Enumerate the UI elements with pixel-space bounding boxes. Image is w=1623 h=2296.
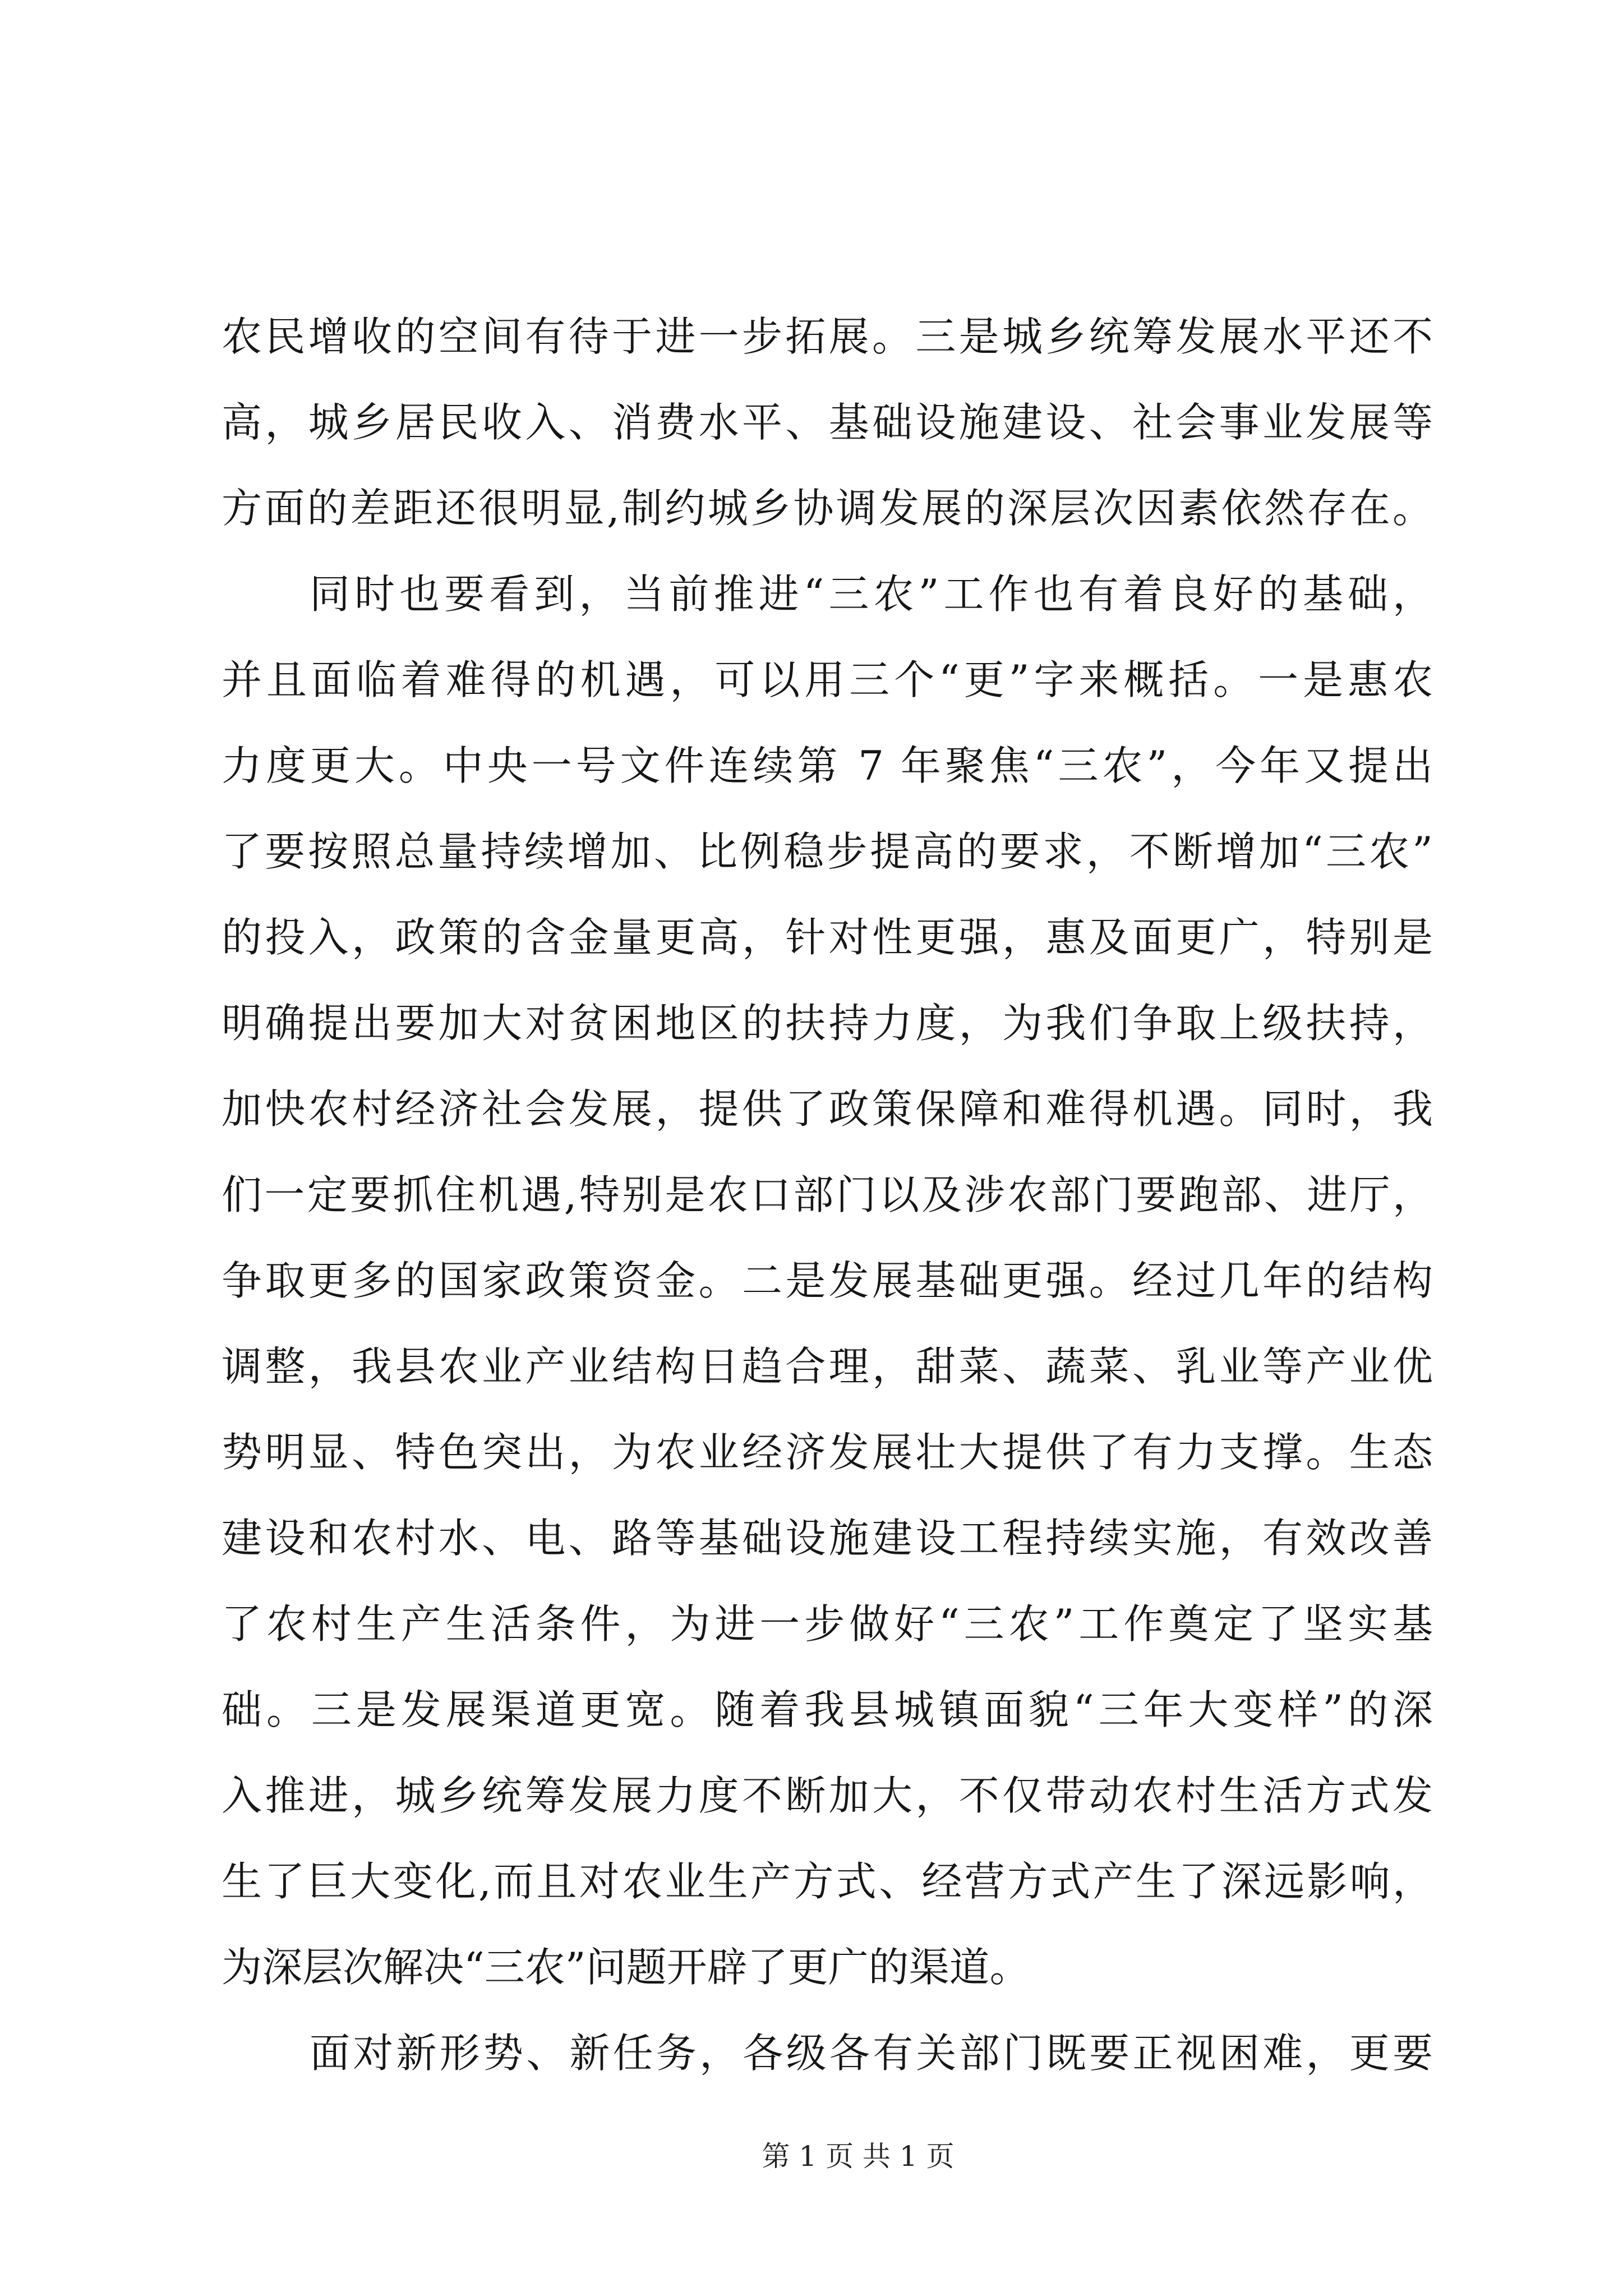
body-line: 势明显、特色突出，为农业经济发展壮大提供了有力支撑。生态 (222, 1429, 1433, 1476)
body-line: 同时也要看到，当前推进“三农”工作也有着良好的基础， (310, 570, 1433, 618)
body-line: 调整，我县农业产业结构日趋合理，甜菜、蔬菜、乳业等产业优 (222, 1343, 1433, 1390)
body-line: 生了巨大变化,而且对农业生产方式、经营方式产生了深远影响， (222, 1858, 1433, 1905)
body-line: 农民增收的空间有待于进一步拓展。三是城乡统筹发展水平还不 (222, 313, 1433, 360)
body-text (222, 294, 1433, 2096)
body-line: 加快农村经济社会发展，提供了政策保障和难得机遇。同时，我 (222, 1085, 1433, 1133)
body-line: 了农村生产生活条件，为进一步做好“三农”工作奠定了坚实基 (222, 1600, 1433, 1648)
page-number-footer: 第 1 页 共 1 页 (762, 2140, 955, 2173)
paragraph (222, 294, 1433, 551)
body-line: 并且面临着难得的机遇，可以用三个“更”字来概括。一是惠农 (222, 656, 1433, 703)
body-line: 高，城乡居民收入、消费水平、基础设施建设、社会事业发展等 (222, 399, 1433, 446)
body-line: 争取更多的国家政策资金。二是发展基础更强。经过几年的结构 (222, 1257, 1433, 1304)
body-line: 入推进，城乡统筹发展力度不断加大，不仅带动农村生活方式发 (222, 1772, 1433, 1819)
paragraph (222, 551, 1433, 2010)
body-line: 方面的差距还很明显,制约城乡协调发展的深层次因素依然存在。 (222, 485, 1433, 532)
body-line: 们一定要抓住机遇,特别是农口部门以及涉农部门要跑部、进厅， (222, 1171, 1433, 1218)
body-line: 建设和农村水、电、路等基础设施建设工程持续实施，有效改善 (222, 1515, 1433, 1562)
body-line: 的投入，政策的含金量更高，针对性更强，惠及面更广，特别是 (222, 914, 1433, 961)
body-line: 了要按照总量持续增加、比例稳步提高的要求，不断增加“三农” (222, 828, 1433, 875)
paragraph (222, 2010, 1433, 2096)
body-line: 明确提出要加大对贫困地区的扶持力度，为我们争取上级扶持， (222, 1000, 1433, 1047)
body-line: 力度更大。中央一号文件连续第 7 年聚焦“三农”，今年又提出 (222, 742, 1433, 789)
body-line: 面对新形势、新任务，各级各有关部门既要正视困难，更要 (310, 2030, 1433, 2077)
body-line: 为深层次解决“三农”问题开辟了更广的渠道。 (222, 1944, 1030, 1991)
body-line: 础。三是发展渠道更宽。随着我县城镇面貌“三年大变样”的深 (222, 1686, 1433, 1733)
